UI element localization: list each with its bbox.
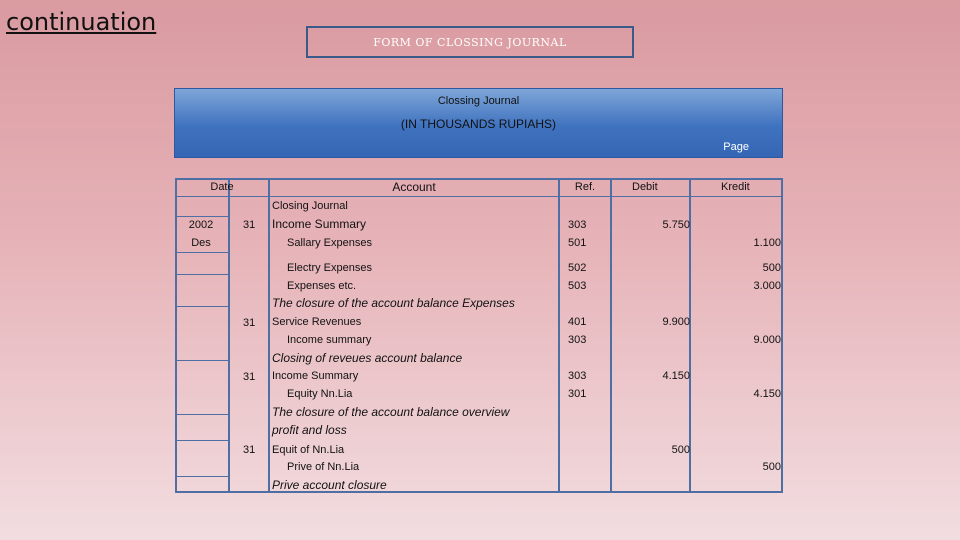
- entry-account-credit: Equity Nn.Lia: [287, 388, 353, 400]
- col-divider-account: [558, 178, 560, 493]
- entry-account-credit: Prive of Nn.Lia: [287, 461, 360, 473]
- entry-ref: 501: [568, 237, 587, 249]
- entry-account-credit: Income summary: [287, 334, 372, 346]
- year-cell: 2002: [188, 219, 214, 231]
- page-label: Page: [723, 141, 749, 153]
- row-divider: [175, 414, 229, 415]
- entry-ref: 301: [568, 388, 587, 400]
- entry-note: Closing of reveues account balance: [272, 351, 463, 365]
- entry-account-debit: Service Revenues: [272, 316, 362, 328]
- row-divider: [175, 476, 229, 477]
- entry-account-debit: Income Summary: [272, 217, 367, 231]
- entry-ref: 303: [568, 219, 587, 231]
- entry-kredit-amount: 1.100: [753, 237, 781, 249]
- slide-title: continuation: [6, 8, 157, 36]
- entry-account-credit: Expenses etc.: [287, 280, 357, 292]
- entry-kredit-amount: 500: [762, 461, 781, 473]
- journal-header-subtitle: (IN THOUSANDS RUPIAHS): [400, 117, 557, 131]
- entry-account-debit: Income Summary: [272, 370, 359, 382]
- row-divider: [175, 252, 229, 253]
- column-header-account: Account: [392, 180, 436, 194]
- entry-debit-amount: 5.750: [662, 219, 690, 231]
- entry-ref: 502: [568, 262, 587, 274]
- row-divider: [175, 306, 229, 307]
- entry-kredit-amount: 4.150: [753, 388, 781, 400]
- entry-note-line1: The closure of the account balance overview: [272, 405, 510, 419]
- journal-header-band: [174, 88, 783, 158]
- entry-account-credit: Sallary Expenses: [287, 237, 372, 249]
- col-divider-date: [268, 178, 270, 493]
- header-divider: [175, 196, 783, 197]
- entry-ref: 303: [568, 370, 587, 382]
- form-title: FORM OF CLOSSING JOURNAL: [373, 35, 567, 49]
- col-divider-year: [228, 178, 230, 493]
- entry-day: 31: [243, 444, 256, 456]
- journal-heading: Closing Journal: [272, 200, 348, 212]
- entry-kredit-amount: 500: [762, 262, 781, 274]
- row-divider: [175, 216, 229, 217]
- entry-debit-amount: 500: [671, 444, 690, 456]
- column-header-debit: Debit: [632, 181, 658, 193]
- closing-journal-table: [175, 178, 783, 493]
- entry-ref: 503: [568, 280, 587, 292]
- row-divider: [175, 360, 229, 361]
- entry-debit-amount: 4.150: [662, 370, 690, 382]
- entry-day: 31: [243, 317, 256, 329]
- column-header-date: Date: [210, 181, 234, 193]
- entry-day: 31: [243, 219, 256, 231]
- row-divider: [175, 274, 229, 275]
- entry-kredit-amount: 3.000: [753, 280, 781, 292]
- entry-kredit-amount: 9.000: [753, 334, 781, 346]
- journal-header-title: Clossing Journal: [437, 95, 520, 107]
- month-cell: Des: [191, 237, 211, 249]
- form-title-box: [306, 26, 634, 58]
- entry-account-debit: Equit of Nn.Lia: [272, 444, 345, 456]
- entry-debit-amount: 9.900: [662, 316, 690, 328]
- entry-ref: 401: [568, 316, 587, 328]
- column-header-kredit: Kredit: [721, 181, 750, 193]
- column-header-ref: Ref.: [574, 181, 596, 193]
- entry-day: 31: [243, 371, 256, 383]
- entry-note-line2: profit and loss: [272, 423, 347, 437]
- entry-ref: 303: [568, 334, 587, 346]
- entry-note: The closure of the account balance Expenses: [272, 296, 515, 310]
- entry-account-credit: Electry Expenses: [287, 262, 372, 274]
- row-divider: [175, 440, 229, 441]
- entry-note: Prive account closure: [272, 478, 387, 492]
